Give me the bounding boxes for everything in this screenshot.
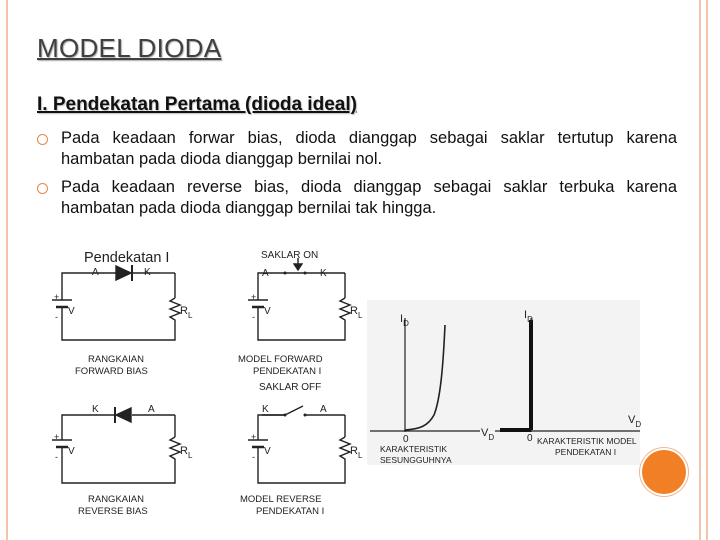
corner-decoration-circle bbox=[642, 450, 686, 494]
caption-model-reverse: MODEL REVERSE PENDEKATAN I bbox=[240, 494, 325, 517]
ideal-caption: KARAKTERISTIK MODEL PENDEKATAN I bbox=[537, 436, 637, 457]
terminal-k-label: K bbox=[320, 268, 327, 279]
slide-subtitle: I. Pendekatan Pertama (dioda ideal) bbox=[37, 94, 357, 115]
figure-heading: Pendekatan I bbox=[84, 250, 170, 266]
plus-label: + bbox=[251, 292, 257, 302]
real-caption: KARAKTERISTIK SESUNGGUHNYA bbox=[380, 444, 452, 465]
terminal-a-label: A bbox=[320, 404, 327, 415]
plus-label: + bbox=[251, 432, 257, 442]
minus-label: - bbox=[55, 312, 58, 322]
switch-contact bbox=[284, 272, 287, 275]
ideal-origin: 0 bbox=[527, 433, 533, 444]
terminal-k-label: K bbox=[262, 404, 269, 415]
source-label: V bbox=[264, 306, 271, 317]
terminal-k-label: K bbox=[144, 267, 151, 278]
saklar-off-label: SAKLAR OFF bbox=[259, 382, 322, 393]
caption-forward-bias: RANGKAIAN FORWARD BIAS bbox=[75, 354, 148, 377]
resistor-label: $R_L$ bbox=[180, 445, 193, 460]
plus-label: + bbox=[54, 432, 60, 442]
saklar-on-label: SAKLAR ON bbox=[261, 250, 319, 261]
real-origin: 0 bbox=[403, 434, 409, 445]
plus-label: + bbox=[54, 292, 60, 302]
resistor-label: $R_L$ bbox=[350, 445, 363, 460]
terminal-a-label: A bbox=[92, 267, 99, 278]
forward-bias-circuit bbox=[52, 265, 180, 340]
terminal-k-label: K bbox=[92, 404, 99, 415]
source-label: V bbox=[68, 446, 75, 457]
minus-label: - bbox=[252, 312, 255, 322]
bullet-text: Pada keadaan forwar bias, dioda dianggap sebagai saklar tertutup karena hambatan pada dioda dianggap bernilai nol. bbox=[61, 129, 677, 168]
terminal-a-label: A bbox=[262, 268, 269, 279]
reverse-bias-circuit bbox=[52, 407, 180, 483]
resistor-label: $R_L$ bbox=[180, 305, 193, 320]
source-label: V bbox=[68, 306, 75, 317]
minus-label: - bbox=[252, 452, 255, 462]
source-label: V bbox=[264, 446, 271, 457]
real-y-label: $I_D$ bbox=[400, 313, 409, 328]
terminal-a-label: A bbox=[148, 404, 155, 415]
resistor-label: $R_L$ bbox=[350, 305, 363, 320]
caption-model-forward: MODEL FORWARD PENDEKATAN I bbox=[238, 354, 323, 377]
ideal-y-label: $I_D$ bbox=[524, 309, 533, 324]
switch-contact bbox=[304, 272, 307, 275]
model-reverse-circuit bbox=[248, 406, 350, 483]
switch-contact bbox=[284, 414, 287, 417]
ideal-x-label: $V_D$ bbox=[628, 414, 642, 429]
caption-reverse-bias: RANGKAIAN REVERSE BIAS bbox=[78, 494, 148, 517]
switch-contact bbox=[304, 414, 307, 417]
minus-label: - bbox=[55, 452, 58, 462]
bullet-text: Pada keadaan reverse bias, dioda dianggap sebagai saklar terbuka karena hambatan pada dioda dianggap bernilai tak hingga. bbox=[61, 178, 677, 217]
slide-title: MODEL DIODA bbox=[37, 33, 222, 63]
real-x-label: $V_D$ bbox=[481, 427, 495, 442]
